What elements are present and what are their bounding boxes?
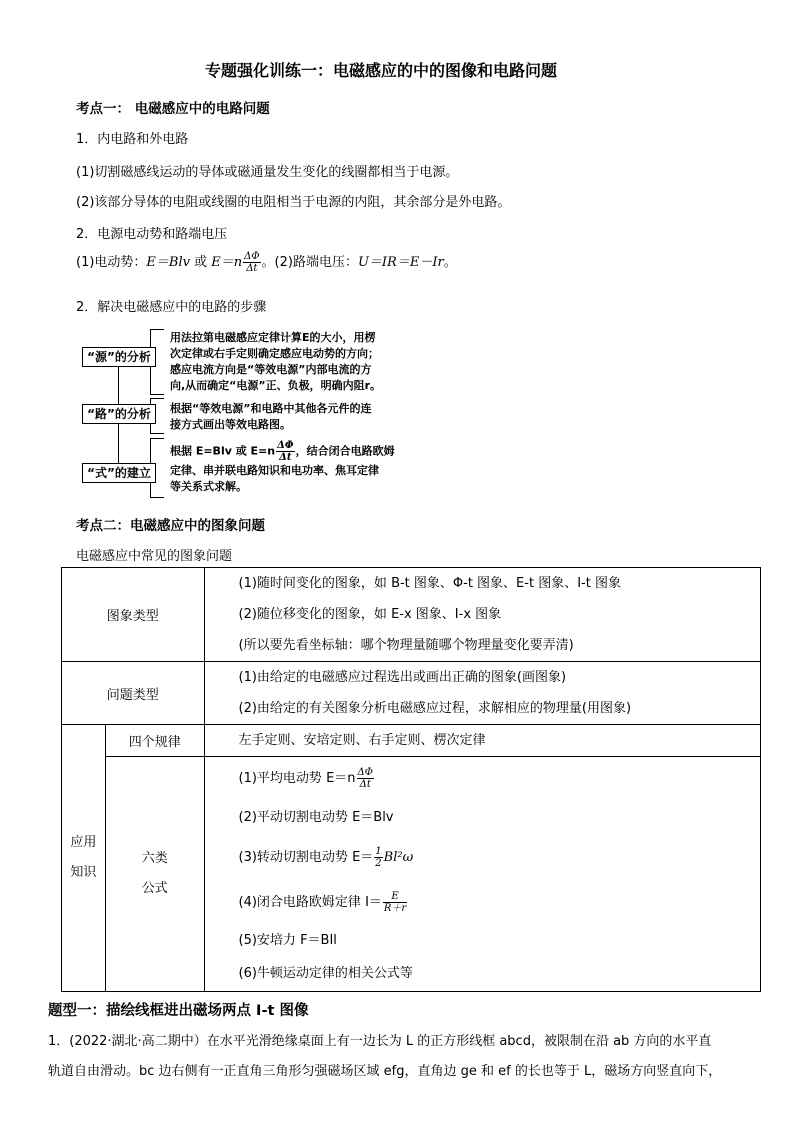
- flow-desc-fraction-num: ΔΦ: [277, 440, 294, 451]
- flow-desc-source-line: 次定律或右手定则确定感应电动势的方向；: [170, 347, 379, 360]
- formula-text: (4)闭合电路欧姆定律 I＝: [238, 895, 382, 910]
- label-part: 应用: [70, 835, 97, 850]
- table-row: [62, 662, 761, 725]
- formula-text: (3)转动切割电动势 E＝: [238, 850, 374, 865]
- emf-formula-line: [76, 250, 457, 276]
- paragraph-2: (2)该部分导体的电阻或线圈的电阻相当于电源的内阻，其余部分是外电路。: [76, 195, 511, 210]
- label-part: 知识: [70, 865, 97, 880]
- subheading-steps: 2．解决电磁感应中的电路的步骤: [76, 300, 267, 315]
- flow-bracket-1-top: [150, 329, 164, 330]
- emf-prefix: (1)电动势：: [76, 255, 147, 270]
- emf-formula-1: E＝Blv: [146, 255, 190, 270]
- emf-end: 。: [443, 255, 457, 270]
- content-line: (2)随位移变化的图象，如 E-x 图象、I-x 图象: [238, 607, 502, 622]
- formula-fraction: [374, 846, 382, 869]
- content-line: (所以要先看坐标轴：哪个物理量随哪个物理量变化要弄清): [238, 638, 574, 653]
- subheading-inner-outer: 1．内电路和外电路: [76, 132, 189, 147]
- emf-fraction-num: ΔΦ: [244, 251, 260, 262]
- flow-desc-equation-text: 根据 E=Blv 或 E=n: [170, 444, 276, 458]
- emf-formula-3: U＝IR＝E－Ir: [357, 255, 444, 270]
- content-line: (2)由给定的有关图象分析电磁感应过程，求解相应的物理量(用图象): [238, 701, 632, 716]
- flow-desc-equation: [170, 440, 395, 495]
- content-line: (1)由给定的电磁感应过程选出或画出正确的图象(画图象): [238, 670, 567, 685]
- formula-text: (1)平均电动势 E＝n: [238, 771, 356, 786]
- emf-fraction: [243, 251, 260, 274]
- content-line: (1)随时间变化的图象，如 B-t 图象、Φ-t 图象、E-t 图象、I-t 图象: [238, 576, 621, 591]
- row-label-applied-knowledge: [62, 725, 106, 992]
- sub-label-four-rules: 四个规律: [105, 725, 204, 757]
- fraction-num: 1: [375, 846, 382, 857]
- emf-or: 或: [189, 255, 212, 270]
- content-four-rules: [204, 725, 760, 757]
- question-type-heading: 题型一：描绘线框进出磁场两点 I-t 图像: [48, 1003, 309, 1019]
- section-heading-kp2: 考点二：电磁感应中的图象问题: [76, 518, 265, 534]
- flow-bracket-1-bottom: [150, 394, 164, 395]
- formula-line: [205, 757, 760, 801]
- flow-desc-equation-text-b: ，结合闭合电路欧姆: [295, 444, 395, 458]
- page-title: 专题强化训练一：电磁感应的中的图像和电路问题: [205, 61, 558, 80]
- flow-desc-source-line: 向,从而确定“电源”正、负极，明确内阻r。: [170, 379, 382, 392]
- flow-desc-equation-line: [170, 440, 395, 463]
- flow-bracket-2-bottom: [150, 433, 164, 434]
- flow-desc-source-line: 感应电流方向是“等效电源”内部电流的方: [170, 363, 372, 376]
- formula-line: [205, 835, 760, 881]
- flow-desc-fraction-den: Δt: [279, 452, 292, 463]
- flow-box-circuit: “路”的分析: [82, 404, 156, 424]
- row-label-problem-types: 问题类型: [62, 662, 205, 725]
- flow-desc-circuit-line: 根据“等效电源”和电路中其他各元件的连: [170, 402, 372, 415]
- row-content-problem-types: [204, 662, 760, 725]
- question-1-line-1: 1．(2022·湖北·高二期中）在水平光滑绝缘桌面上有一边长为 L 的正方形线框 abcd，被限制在沿 ab 方向的水平直: [48, 1034, 712, 1049]
- section-heading-kp1: 考点一： 电磁感应中的电路问题: [76, 101, 270, 117]
- sub-label-six-formulas: [105, 757, 204, 992]
- paragraph-1: (1)切割磁感线运动的导体或磁通量发生变化的线圈都相当于电源。: [76, 165, 459, 180]
- flow-desc-equation-line: 定律、串并联电路知识和电功率、焦耳定律: [170, 464, 379, 477]
- row-label-image-types: 图象类型: [62, 568, 205, 662]
- formula-line: (5)安培力 F＝BIl: [238, 933, 337, 948]
- table-row: [62, 568, 761, 662]
- emf-fraction-den: Δt: [246, 263, 258, 274]
- question-1-line-2: 轨道自由滑动。bc 边右侧有一正直角三角形匀强磁场区域 efg，直角边 ge 和 ef 的长也等于 L，磁场方向竖直向下，: [48, 1064, 722, 1079]
- flow-desc-source: [170, 330, 381, 394]
- formula-line: (2)平动切割电动势 E＝Blv: [238, 810, 394, 825]
- flow-box-source: “源”的分析: [82, 347, 156, 367]
- formula-fraction: [357, 767, 374, 790]
- flow-desc-source-line: 用法拉第电磁感应定律计算E的大小，用楞: [170, 331, 376, 344]
- emf-mid: 。(2)路端电压：: [261, 255, 358, 270]
- formula-line: [205, 881, 760, 925]
- fraction-num: E: [383, 891, 407, 903]
- flow-bracket-3-top: [150, 438, 164, 439]
- formula-line: (6)牛顿运动定律的相关公式等: [238, 966, 413, 981]
- subheading-emf: 2．电源电动势和路端电压: [76, 227, 228, 242]
- content-line: 左手定则、安培定则、右手定则、楞次定律: [238, 733, 486, 748]
- table-row: [62, 725, 761, 757]
- table-row: [62, 757, 761, 992]
- fraction-den: 2: [375, 858, 382, 869]
- fraction-num: ΔΦ: [357, 767, 373, 778]
- flow-desc-fraction: [276, 440, 294, 463]
- flow-bracket-2-top: [150, 398, 164, 399]
- flow-bracket-3-bottom: [150, 497, 164, 498]
- flow-desc-equation-line: 等关系式求解。: [170, 480, 247, 493]
- emf-formula-2: E＝n: [211, 255, 243, 270]
- flow-box-equation: “式”的建立: [82, 463, 156, 483]
- label-part: 公式: [141, 881, 168, 896]
- label-part: 六类: [141, 851, 168, 866]
- summary-table: [61, 567, 761, 992]
- formula-fraction: [383, 891, 407, 914]
- flow-desc-circuit: [170, 401, 371, 433]
- row-content-image-types: [204, 568, 760, 662]
- formula-text: Bl²ω: [383, 850, 414, 865]
- fraction-den: R＋r: [383, 903, 407, 914]
- fraction-den: Δt: [359, 779, 371, 790]
- table-intro: 电磁感应中常见的图象问题: [76, 549, 233, 564]
- flow-desc-circuit-line: 接方式画出等效电路图。: [170, 418, 291, 431]
- content-six-formulas: [204, 757, 760, 992]
